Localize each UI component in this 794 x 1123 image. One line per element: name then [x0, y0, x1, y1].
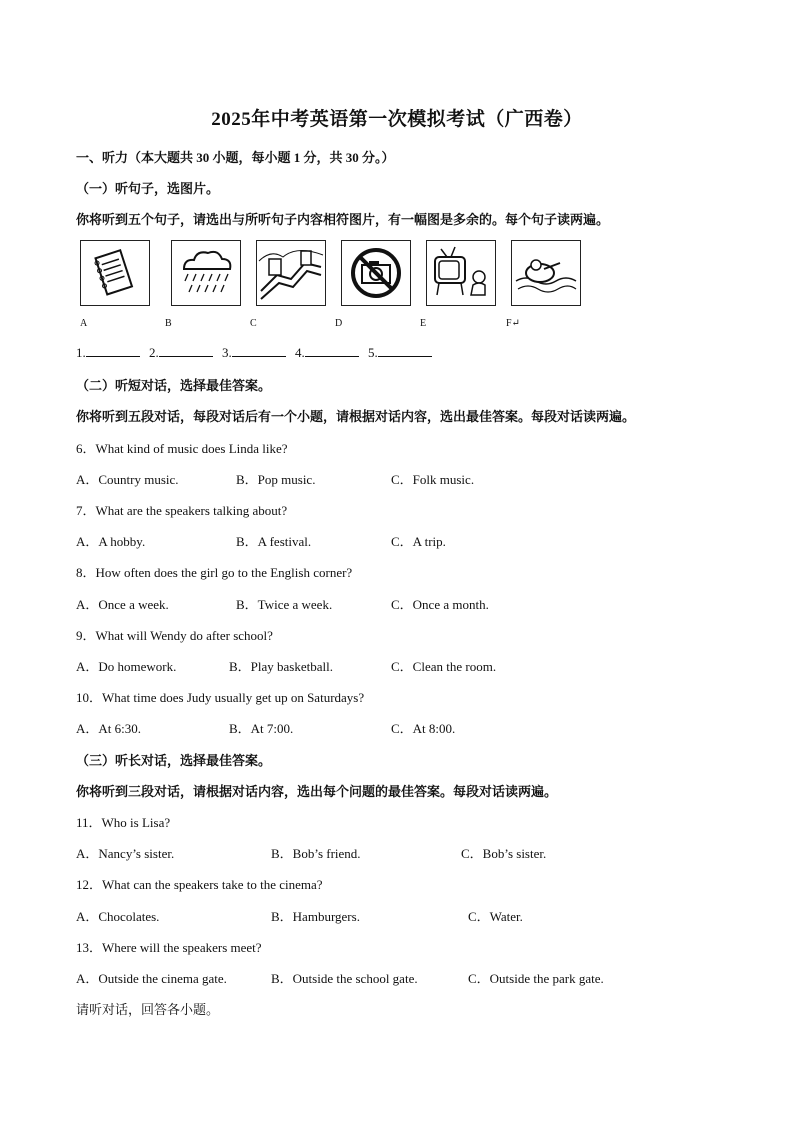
blank-number: 5. [368, 345, 378, 360]
exam-title: 2025年中考英语第一次模拟考试（广西卷） [211, 109, 583, 130]
question-stem: 10．What time does Judy usually get up on Saturdays? [76, 690, 365, 705]
picture-label-c: C [250, 318, 257, 329]
section1-instruction: 你将听到五个句子，请选出与所听句子内容相符图片，有一幅图是多余的。每个句子读两遍。 [76, 212, 610, 227]
answer-blank[interactable] [232, 344, 286, 357]
answer-blank[interactable] [305, 344, 359, 357]
option-c[interactable]: C．Once a month. [391, 597, 489, 612]
blank-number: 1. [76, 345, 86, 360]
tv-watching-icon [426, 240, 496, 306]
question-stem: 8．How often does the girl go to the English corner? [76, 565, 353, 580]
blank-number: 3. [222, 345, 232, 360]
picture-label-b: B [165, 318, 172, 329]
picture-label-a: A [80, 318, 88, 329]
option-c[interactable]: C．At 8:00. [391, 721, 456, 736]
question-stem: 13．Where will the speakers meet? [76, 940, 262, 955]
great-wall-icon [256, 240, 326, 306]
section3-instruction: 你将听到三段对话，请根据对话内容，选出每个问题的最佳答案。每段对话读两遍。 [76, 784, 558, 799]
blank-number: 2. [149, 345, 159, 360]
question-stem: 7．What are the speakers talking about? [76, 503, 288, 518]
rain-cloud-icon [171, 240, 241, 306]
part1-heading: 一、听力（本大题共 30 小题，每小题 1 分，共 30 分。） [76, 150, 395, 165]
section3-heading: （三）听长对话，选择最佳答案。 [76, 753, 272, 768]
question-stem: 9．What will Wendy do after school? [76, 628, 273, 643]
option-c[interactable]: C．Folk music. [391, 472, 475, 487]
section1-heading: （一）听句子，选图片。 [76, 181, 220, 196]
option-b[interactable]: B．Play basketball. [229, 659, 333, 674]
option-c[interactable]: C．Bob’s sister. [461, 846, 547, 861]
option-a[interactable]: A．Once a week. [76, 597, 169, 612]
option-c[interactable]: C．Outside the park gate. [468, 971, 604, 986]
option-a[interactable]: A．A hobby. [76, 534, 146, 549]
question-stem: 11．Who is Lisa? [76, 815, 171, 830]
option-a[interactable]: A．Nancy’s sister. [76, 846, 175, 861]
option-b[interactable]: B．Hamburgers. [271, 909, 360, 924]
notebook-icon [80, 240, 150, 306]
option-a[interactable]: A．At 6:30. [76, 721, 142, 736]
option-b[interactable]: B．Bob’s friend. [271, 846, 361, 861]
blank-number: 4. [295, 345, 305, 360]
section2-instruction: 你将听到五段对话，每段对话后有一个小题，请根据对话内容，选出最佳答案。每段对话读两遍。 [76, 409, 636, 424]
option-a[interactable]: A．Do homework. [76, 659, 177, 674]
picture-label-f: F↵ [506, 318, 520, 329]
option-a[interactable]: A．Country music. [76, 472, 179, 487]
no-camera-icon [341, 240, 411, 306]
option-c[interactable]: C．Water. [468, 909, 523, 924]
picture-label-d: D [335, 318, 343, 329]
answer-blank[interactable] [159, 344, 213, 357]
section2-heading: （二）听短对话，选择最佳答案。 [76, 378, 272, 393]
swimming-icon [511, 240, 581, 306]
option-b[interactable]: B．Twice a week. [236, 597, 333, 612]
answer-blank[interactable] [378, 344, 432, 357]
option-a[interactable]: A．Outside the cinema gate. [76, 971, 227, 986]
option-b[interactable]: B．Pop music. [236, 472, 316, 487]
option-b[interactable]: B．At 7:00. [229, 721, 294, 736]
answer-blanks [76, 344, 438, 361]
option-a[interactable]: A．Chocolates. [76, 909, 160, 924]
option-b[interactable]: B．A festival. [236, 534, 312, 549]
closing-instruction: 请听对话，回答各小题。 [76, 1002, 220, 1017]
answer-blank[interactable] [86, 344, 140, 357]
option-c[interactable]: C．A trip. [391, 534, 446, 549]
question-stem: 12．What can the speakers take to the cinema? [76, 877, 323, 892]
question-stem: 6．What kind of music does Linda like? [76, 441, 288, 456]
picture-label-e: E [420, 318, 427, 329]
option-b[interactable]: B．Outside the school gate. [271, 971, 418, 986]
option-c[interactable]: C．Clean the room. [391, 659, 497, 674]
